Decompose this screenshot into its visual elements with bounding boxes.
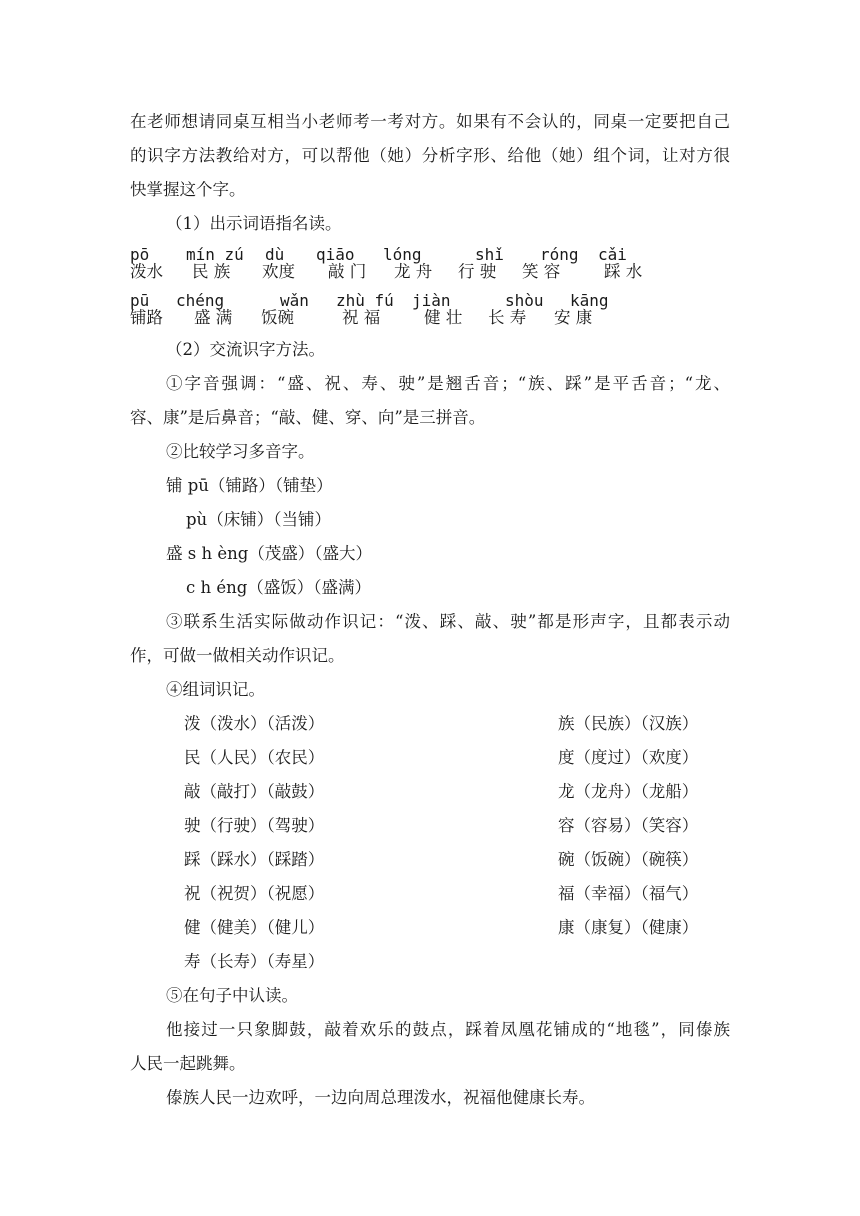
word-group-row <box>184 746 784 770</box>
pinyin: róng <box>540 245 579 264</box>
word: 龙 舟 <box>394 262 433 281</box>
point5-heading: ⑤在句子中认读。 <box>166 986 298 1005</box>
polyphone-line: pù（床铺）（当铺） <box>186 510 331 529</box>
word-group: 康（康复）（健康） <box>558 918 699 937</box>
word-group: 敲（敲打）（敲鼓） <box>184 782 325 801</box>
pinyin: lóng <box>383 245 422 264</box>
word: 铺路 <box>130 308 163 327</box>
pinyin: kāng <box>570 291 609 310</box>
point1-line-1: ①字音强调：“盛、祝、寿、驶”是翘舌音；“族、踩”是平舌音；“龙、 <box>166 374 730 393</box>
word-group: 泼（泼水）（活泼） <box>184 714 325 733</box>
word: 饭碗 <box>261 308 294 327</box>
word-group: 碗（饭碗）（碗筷） <box>558 850 699 869</box>
point1-line-2: 容、康”是后鼻音；“敲、健、穿、向”是三拼音。 <box>130 408 486 427</box>
word: 泼水 <box>130 262 163 281</box>
word-group: 容（容易）（笑容） <box>558 816 699 835</box>
word: 祝 福 <box>342 308 381 327</box>
pinyin: pō <box>130 245 150 264</box>
word-group-row <box>184 848 784 872</box>
sentence1-line-2: 人民一起跳舞。 <box>130 1054 246 1073</box>
pinyin: pū <box>130 291 150 310</box>
pinyin: dù <box>265 245 285 264</box>
word: 安 康 <box>554 308 593 327</box>
word: 笑 容 <box>522 262 561 281</box>
word-group: 民（人民）（农民） <box>184 748 325 767</box>
word: 行 驶 <box>458 262 497 281</box>
word: 盛 满 <box>194 308 233 327</box>
word-group: 祝（祝贺）（祝愿） <box>184 884 325 903</box>
point3-line-1: ③联系生活实际做动作识记：“泼、踩、敲、驶”都是形声字，且都表示动 <box>166 612 730 631</box>
polyphone-line: 盛 s h èng（茂盛）（盛大） <box>166 544 373 563</box>
word-group: 福（幸福）（福气） <box>558 884 699 903</box>
intro-line-2: 的识字方法教给对方，可以帮他（她）分析字形、给他（她）组个词，让对方很 <box>130 146 730 165</box>
point3-line-2: 作，可做一做相关动作识记。 <box>130 646 345 665</box>
word-group-row <box>184 780 784 804</box>
pinyin: chéng <box>176 291 225 310</box>
word-group-row <box>184 916 784 940</box>
pinyin: jiàn <box>412 291 451 310</box>
word-group: 驶（行驶）（驾驶） <box>184 816 325 835</box>
word-group-row <box>184 712 784 736</box>
intro-line-1: 在老师想请同桌互相当小老师考一考对方。如果有不会认的，同桌一定要把自己 <box>130 112 730 131</box>
word: 健 壮 <box>424 308 463 327</box>
word-group: 寿（长寿）（寿星） <box>184 952 325 971</box>
intro-line-3: 快掌握这个字。 <box>130 180 246 199</box>
word-group-row <box>184 814 784 838</box>
sentence2: 傣族人民一边欢呼，一边向周总理泼水，祝福他健康长寿。 <box>166 1088 595 1107</box>
pinyin: zhù fú <box>336 291 394 310</box>
word: 长 寿 <box>488 308 527 327</box>
step2-heading: （2）交流识字方法。 <box>166 340 325 359</box>
pinyin: qiāo <box>316 245 355 264</box>
pinyin: cǎi <box>598 245 627 264</box>
sentence1-line-1: 他接过一只象脚鼓，敲着欢乐的鼓点，踩着凤凰花铺成的“地毯”，同傣族 <box>166 1020 730 1039</box>
pinyin: shòu <box>505 291 544 310</box>
point2-heading: ②比较学习多音字。 <box>166 442 315 461</box>
word-group: 踩（踩水）（踩踏） <box>184 850 325 869</box>
word-group: 龙（龙舟）（龙船） <box>558 782 699 801</box>
polyphone-line: 铺 pū（铺路）（铺垫） <box>166 476 333 495</box>
polyphone-line: c h éng（盛饭）（盛满） <box>186 578 372 597</box>
pinyin: wǎn <box>280 291 309 310</box>
word-group-row <box>184 950 784 974</box>
step1-heading: （1）出示词语指名读。 <box>166 214 342 233</box>
word-group: 健（健美）（健儿） <box>184 918 325 937</box>
word: 民 族 <box>192 262 231 281</box>
word-group: 度（度过）（欢度） <box>558 748 699 767</box>
pinyin: mín zú <box>186 245 244 264</box>
point4-heading: ④组词识记。 <box>166 680 265 699</box>
word: 踩 水 <box>604 262 643 281</box>
pinyin: shǐ <box>475 245 504 264</box>
word: 欢度 <box>262 262 295 281</box>
word: 敲 门 <box>328 262 367 281</box>
word-group: 族（民族）（汉族） <box>558 714 699 733</box>
word-group-row <box>184 882 784 906</box>
